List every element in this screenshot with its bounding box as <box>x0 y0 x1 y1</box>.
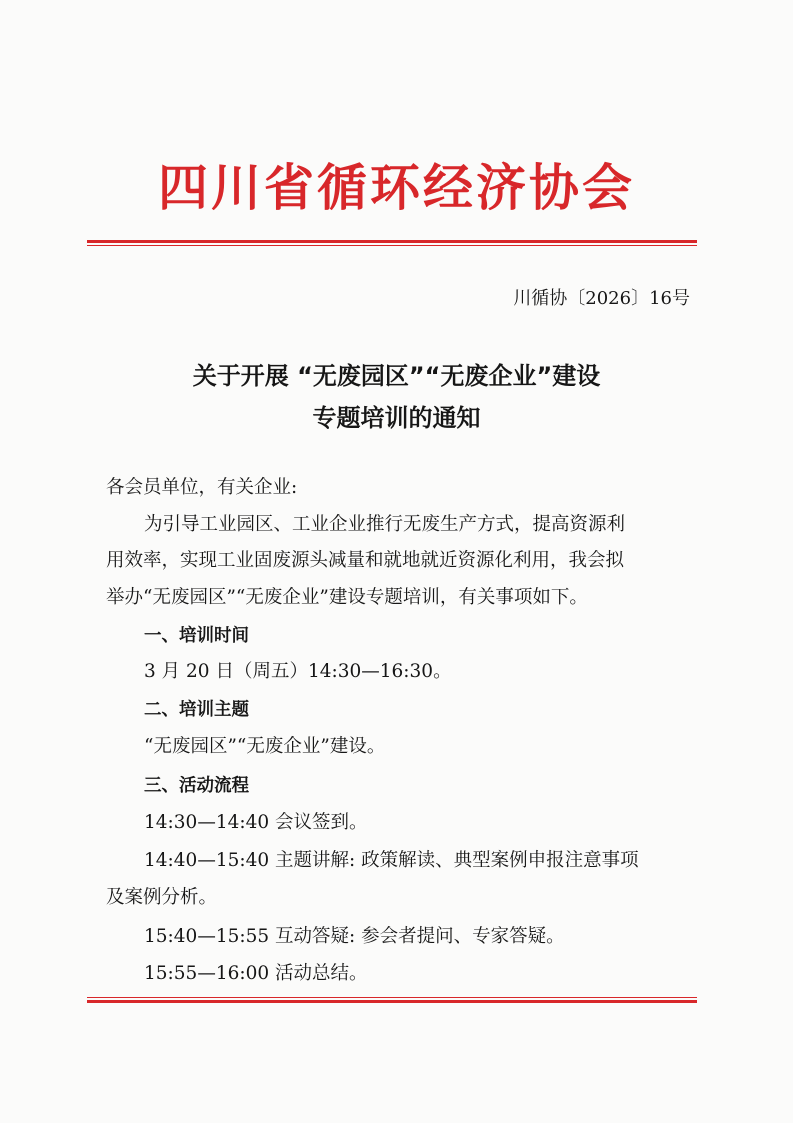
section-heading-agenda: 三、活动流程 <box>144 776 249 796</box>
section-theme-text: “无废园区”“无废企业”建设。 <box>144 736 386 757</box>
agenda-item-1: 14:30—14:40 会议签到。 <box>144 812 368 833</box>
intro-line-3: 举办“无废园区”“无废企业”建设专题培训，有关事项如下。 <box>106 587 588 608</box>
agenda-item-2-cont: 及案例分析。 <box>106 887 218 908</box>
letterhead-rule-thick <box>87 240 697 243</box>
footer-rule-thick <box>87 1000 697 1003</box>
intro-line-1: 为引导工业园区、工业企业推行无废生产方式，提高资源利 <box>144 514 626 535</box>
footer-rule-thin <box>87 997 697 998</box>
section-heading-theme: 二、培训主题 <box>144 700 249 720</box>
salutation: 各会员单位，有关企业: <box>106 477 298 498</box>
agenda-item-2: 14:40—15:40 主题讲解: 政策解读、典型案例申报注意事项 <box>144 850 639 871</box>
agenda-item-4: 15:55—16:00 活动总结。 <box>144 963 368 984</box>
intro-line-2: 用效率，实现工业固废源头减量和就地就近资源化利用，我会拟 <box>106 550 625 571</box>
document-number: 川循协〔2026〕16号 <box>513 288 690 309</box>
agenda-item-3: 15:40—15:55 互动答疑: 参会者提问、专家答疑。 <box>144 926 565 947</box>
org-letterhead-title: 四川省循环经济协会 <box>158 159 635 217</box>
letterhead-rule-thin <box>87 245 697 246</box>
notice-title-line-1: 关于开展 “无废园区”“无废企业”建设 <box>192 362 601 390</box>
notice-title-line-2: 专题培训的通知 <box>312 404 481 432</box>
section-heading-time: 一、培训时间 <box>144 626 249 646</box>
section-time-text: 3 月 20 日（周五）14:30—16:30。 <box>144 661 452 682</box>
